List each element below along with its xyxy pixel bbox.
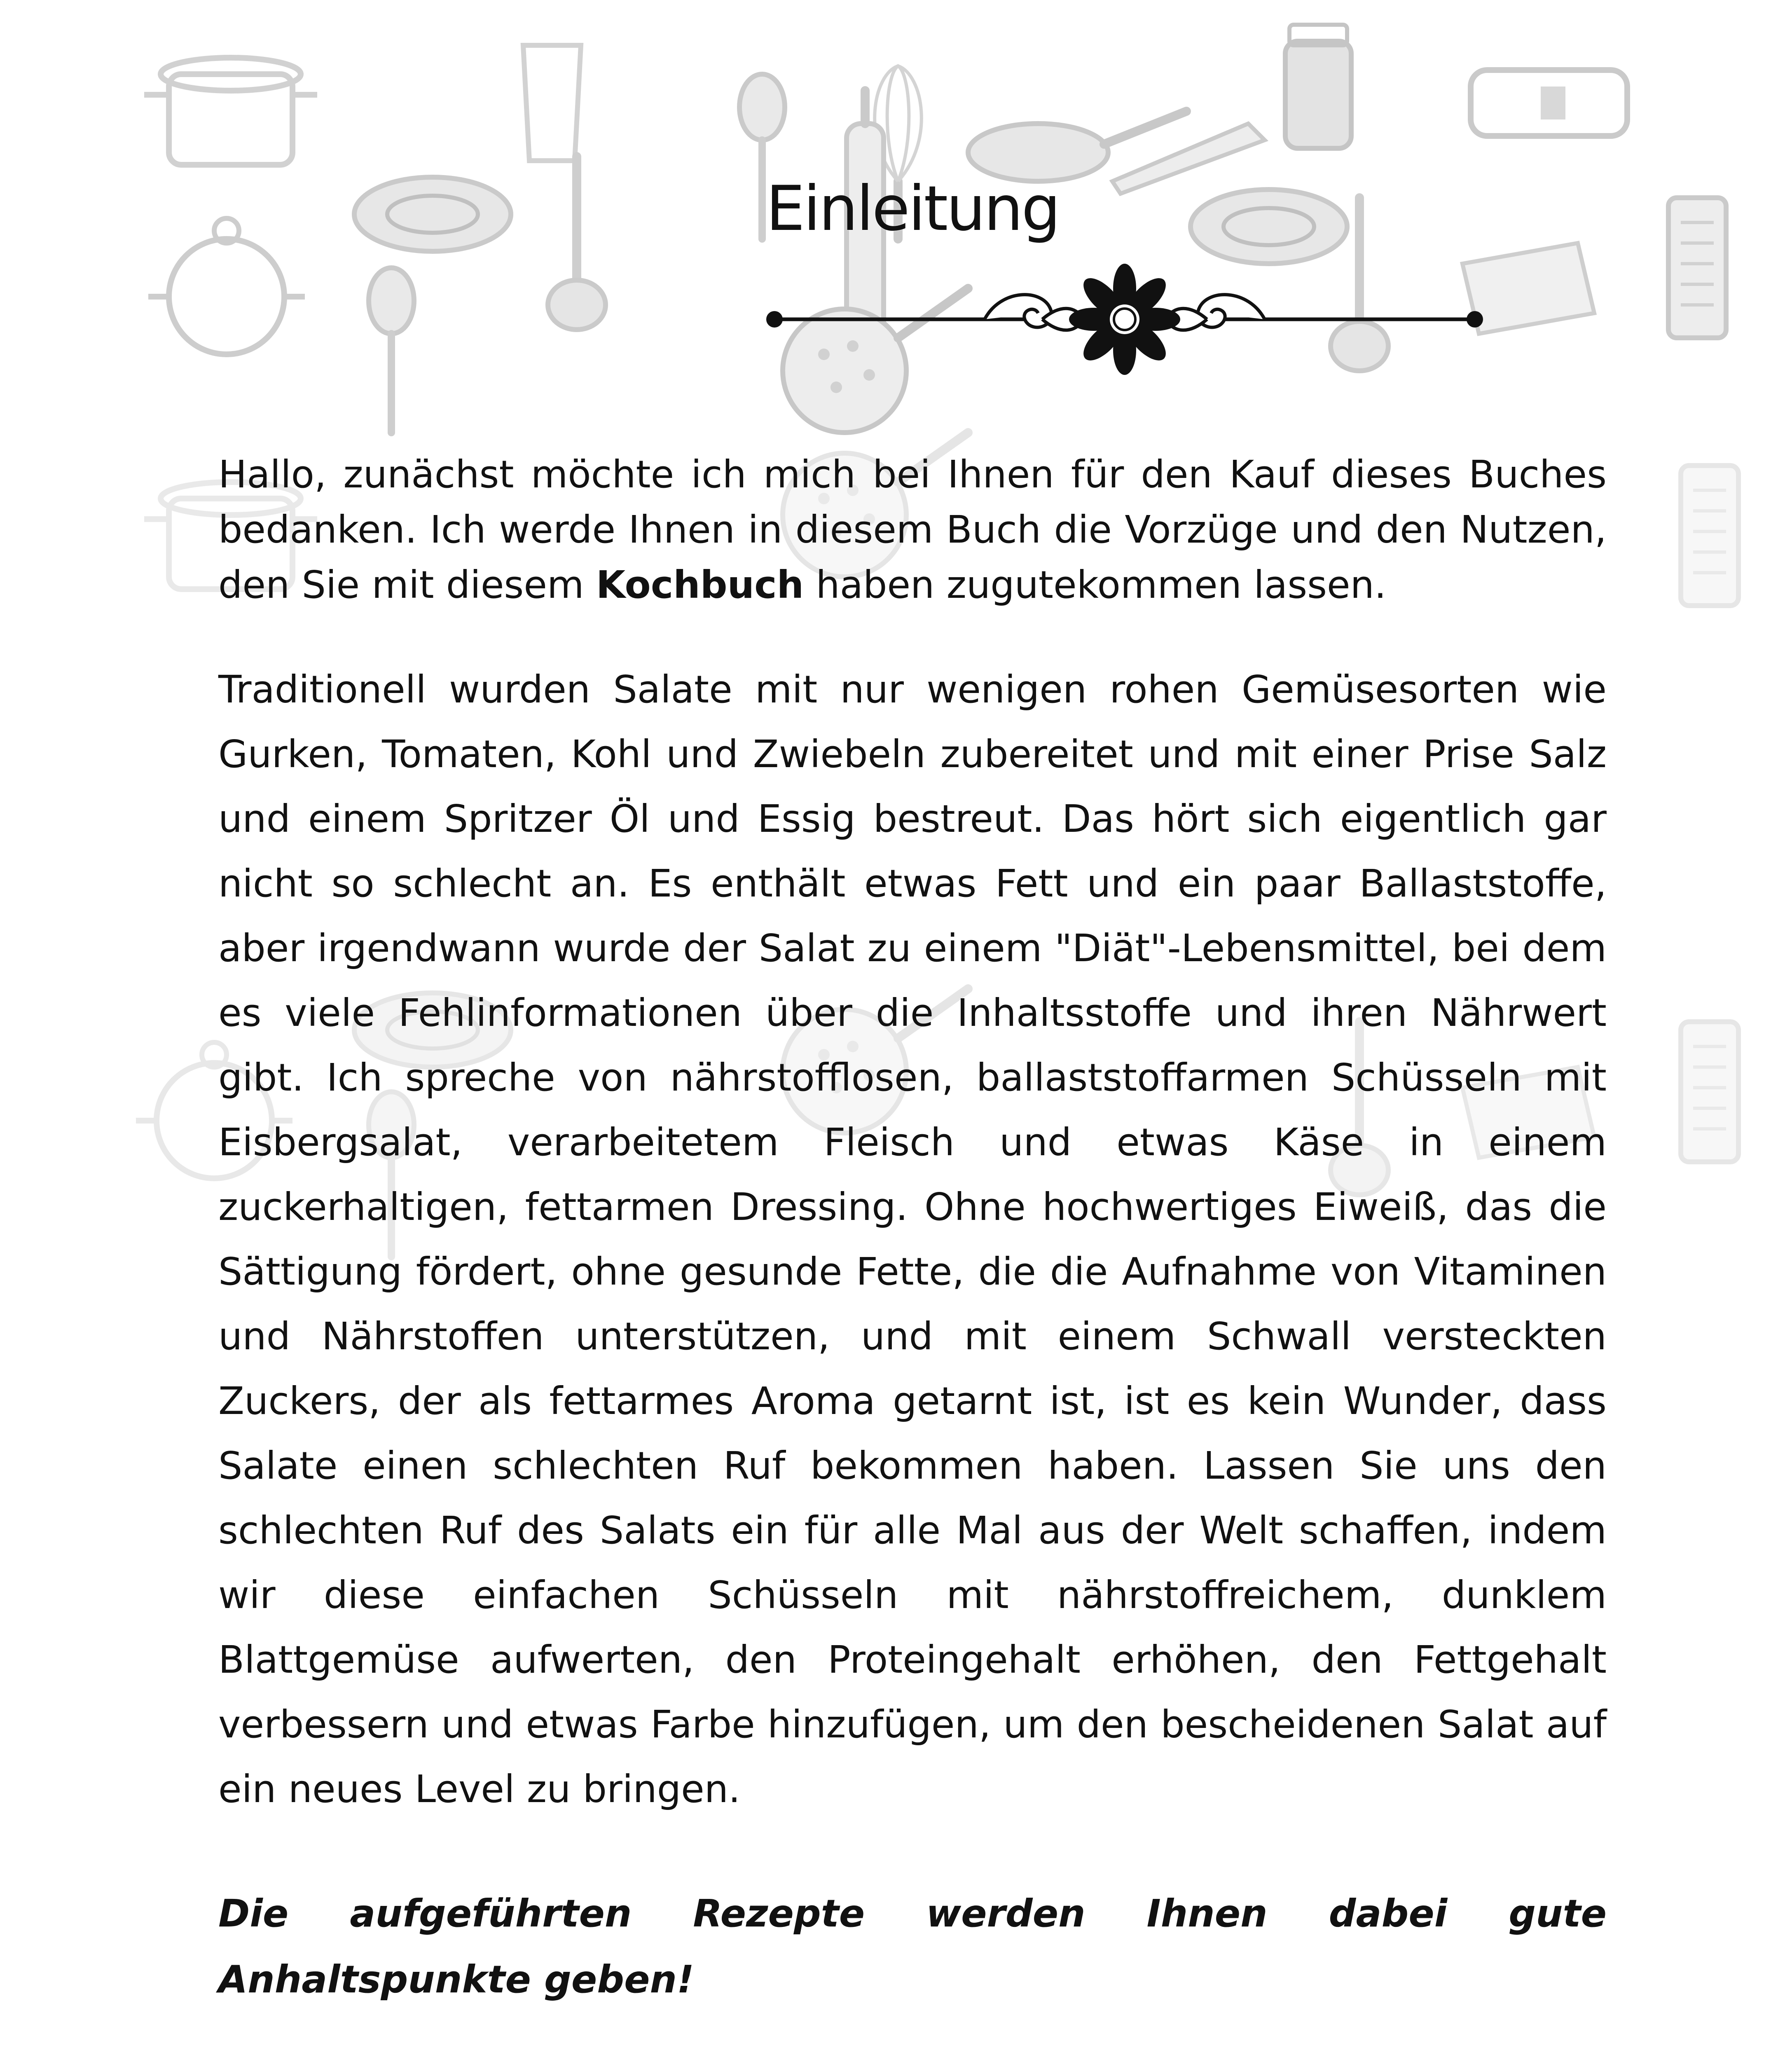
highlight-paragraph: Die aufgeführten Rezepte werden Ihnen dabei gute Anhaltspunkte geben! [218, 1891, 1607, 2001]
flower-divider-icon [754, 260, 1495, 383]
page-title: Einleitung [766, 173, 1059, 245]
body-paragraph: Traditionell wurden Salate mit nur wenigen rohen Gemüsesorten wie Gurken, Tomaten, Kohl und Zwiebeln zubereitet und mit einer Prise Salz und einem Spritzer Öl und Essig bestreut. Das hört sich eigentlich gar nicht so schlecht an. Es enthält etwas Fett und ein paar Ballaststoffe, aber irgendwann wurde der Salat zu einem "Diät"-Lebensmittel, bei dem es viele Fehlinformationen über die Inhaltsstoffe und ihren Nährwert gibt. Ich spreche von nährstofflosen, ballaststoffarmen Schüsseln mit Eisbergsalat, verarbeitetem Fleisch und etwas Käse in einem zuckerhaltigen, fettarmen Dressing. Ohne hochwertiges Eiweiß, das die Sättigung fördert, ohne gesunde Fette, die die Aufnahme von Vitaminen und Nährstoffen unterstützen, und mit einem Schwall versteckten Zuckers, der als fettarmes Aroma getarnt ist, ist es kein Wunder, dass Salate einen schlechten Ruf bekommen haben. Lassen Sie uns den schlechten Ruf des Salats ein für alle Mal aus der Welt schaffen, indem wir diese einfachen Schüsseln mit nährstoffreichem, dunklem Blattgemüse aufwerten, den Proteingehalt erhöhen, den Fettgehalt verbessern und etwas Farbe hinzufügen, um den bescheidenen Salat auf ein neues Level zu bringen. [218, 667, 1607, 1811]
kochbuch-bold: Kochbuch [596, 563, 804, 607]
intro-paragraph: Hallo, zunächst möchte ich mich bei Ihnen für den Kauf dieses Buches bedanken. Ich werde Ihnen in diesem Buch die Vorzüge und den Nutzen, den Sie mit diesem Kochbuch haben zugutekommen lassen. [218, 452, 1607, 607]
closing-paragraph [218, 2054, 1607, 2060]
